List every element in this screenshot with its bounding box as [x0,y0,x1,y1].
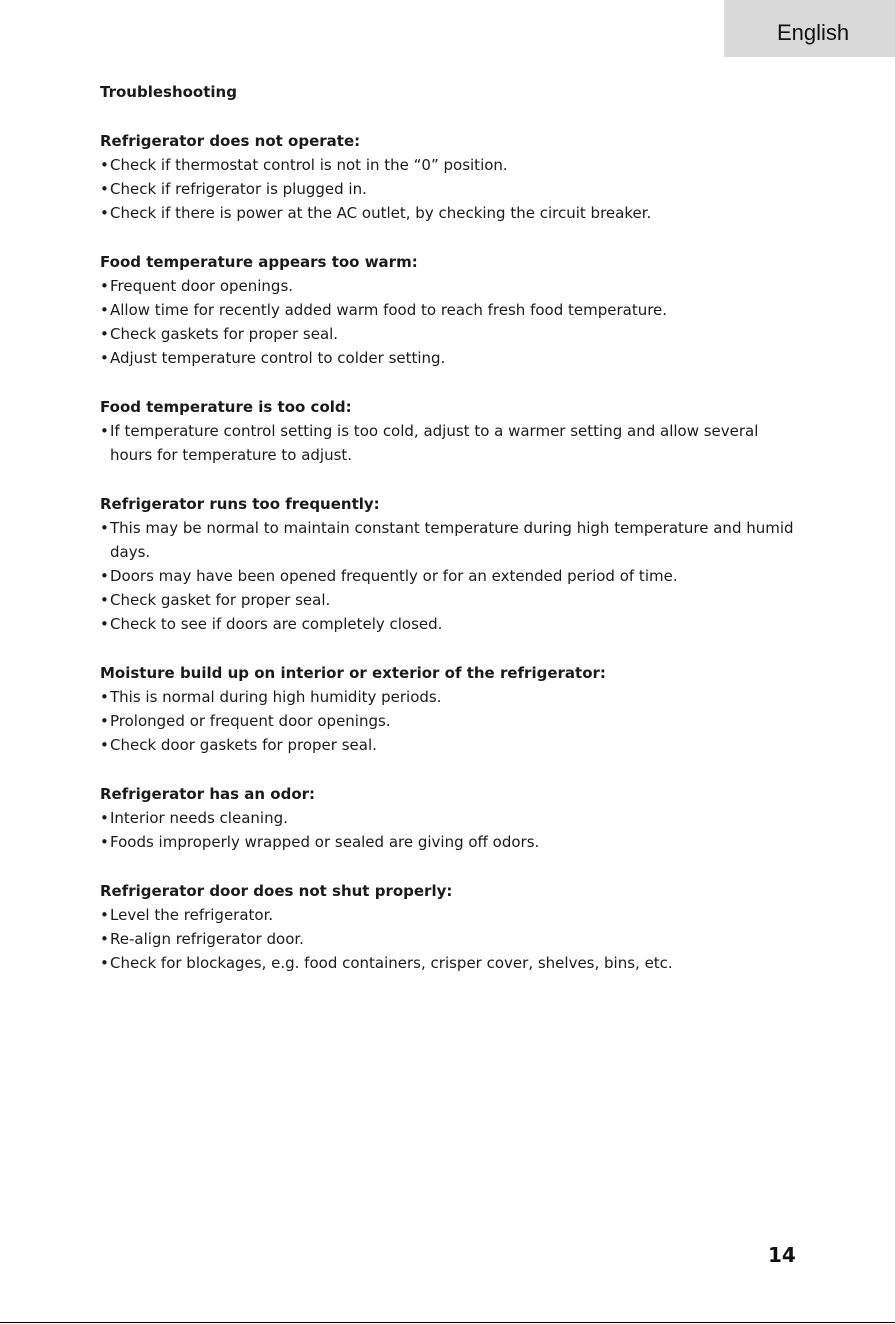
bullet-list [100,419,800,467]
list-item: • Check if there is power at the AC outlet, by checking the circuit breaker. [100,201,800,225]
list-item: • Check gasket for proper seal. [100,588,800,612]
section-heading: Refrigerator has an odor: [100,785,316,803]
list-item: • Level the refrigerator. [100,903,800,927]
list-item: • Interior needs cleaning. [100,806,800,830]
list-item: • Check to see if doors are completely closed. [100,612,800,636]
section-door-shut [100,879,800,975]
bullet-list [100,274,800,370]
language-tab [724,0,895,57]
list-item: • Adjust temperature control to colder setting. [100,346,800,370]
bullet-list [100,903,800,975]
bullet-list [100,806,800,854]
bottom-divider [0,1322,895,1323]
list-item: • This may be normal to maintain constant temperature during high temperature and humid days. [100,516,800,564]
section-does-not-operate [100,129,800,225]
page-number: 14 [768,1243,796,1267]
list-item: • Re-align refrigerator door. [100,927,800,951]
list-item: • If temperature control setting is too cold, adjust to a warmer setting and allow several hours for temperature to adjust. [100,419,800,467]
section-too-warm [100,250,800,370]
section-heading: Refrigerator runs too frequently: [100,495,380,513]
section-heading: Food temperature is too cold: [100,398,352,416]
list-item: • Allow time for recently added warm food to reach fresh food temperature. [100,298,800,322]
bullet-list [100,685,800,757]
section-odor [100,782,800,854]
section-heading: Moisture build up on interior or exterior of the refrigerator: [100,664,606,682]
list-item: • Foods improperly wrapped or sealed are giving off odors. [100,830,800,854]
troubleshooting-content [100,80,800,1000]
section-heading: Refrigerator door does not shut properly: [100,882,453,900]
list-item: • Check if thermostat control is not in the “0” position. [100,153,800,177]
list-item: • Check if refrigerator is plugged in. [100,177,800,201]
section-heading: Food temperature appears too warm: [100,253,418,271]
section-moisture [100,661,800,757]
list-item: • This is normal during high humidity periods. [100,685,800,709]
bullet-list [100,153,800,225]
page-title: Troubleshooting [100,83,237,101]
list-item: • Prolonged or frequent door openings. [100,709,800,733]
section-too-cold [100,395,800,467]
list-item: • Check door gaskets for proper seal. [100,733,800,757]
bullet-list [100,516,800,636]
list-item: • Check for blockages, e.g. food containers, crisper cover, shelves, bins, etc. [100,951,800,975]
list-item: • Frequent door openings. [100,274,800,298]
section-runs-frequently [100,492,800,636]
section-heading: Refrigerator does not operate: [100,132,361,150]
list-item: • Doors may have been opened frequently or for an extended period of time. [100,564,800,588]
language-tab-label: English [777,20,850,45]
list-item: • Check gaskets for proper seal. [100,322,800,346]
